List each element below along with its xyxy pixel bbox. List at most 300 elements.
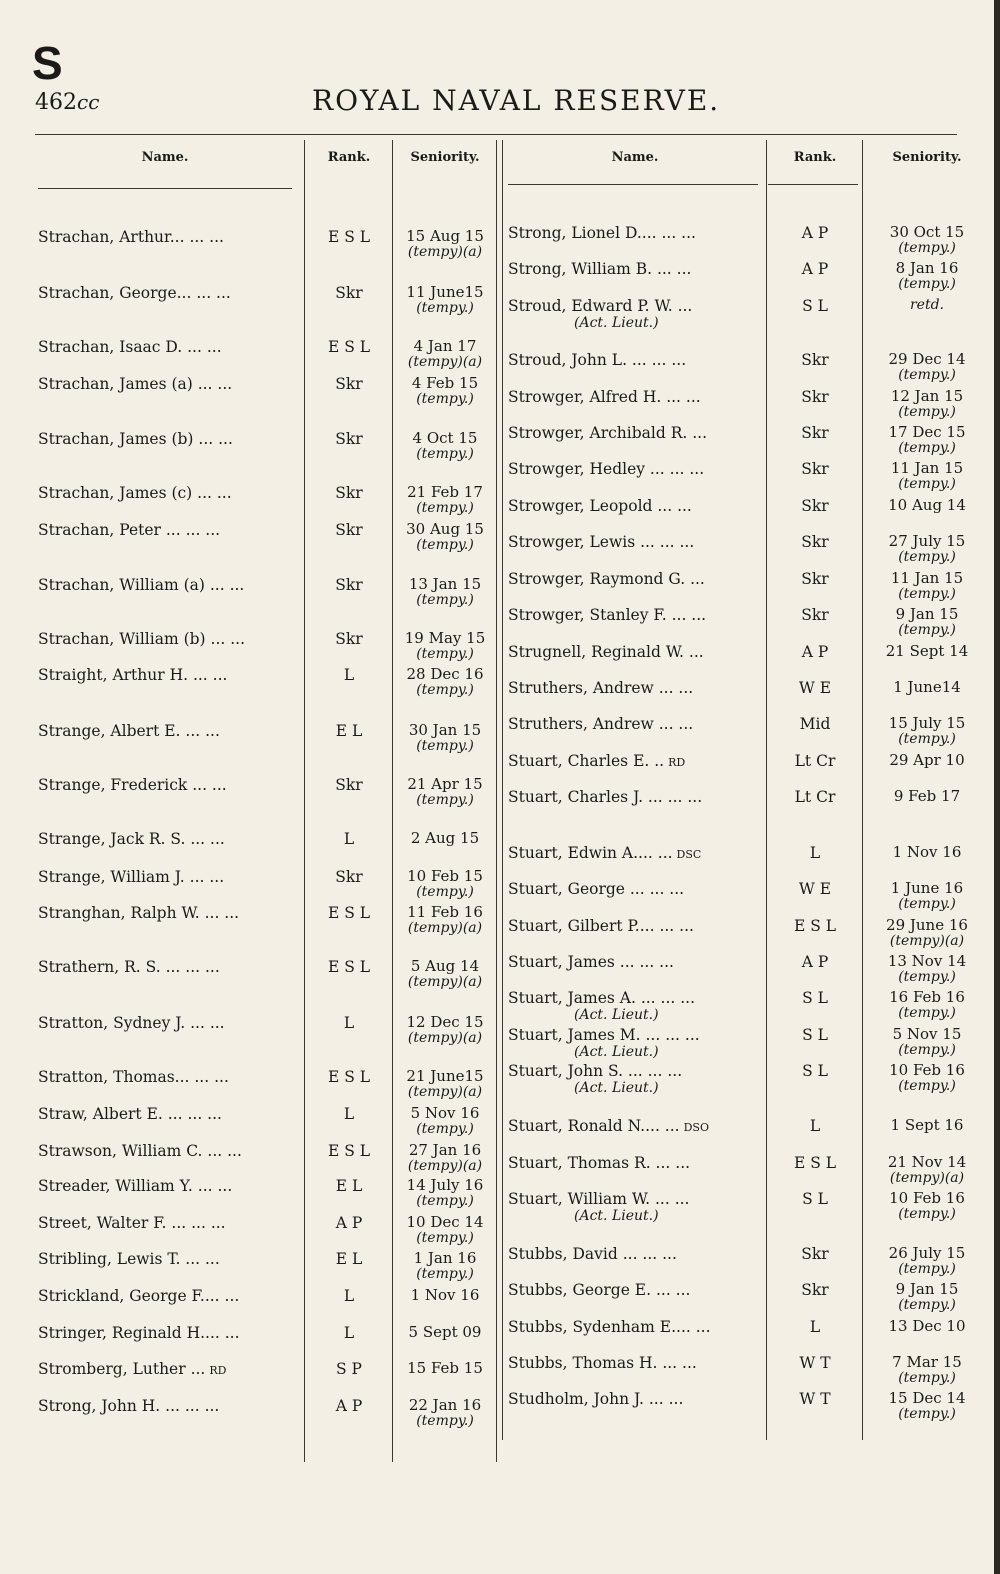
list-item bbox=[508, 1281, 994, 1317]
entry-rank: Skr bbox=[801, 497, 829, 515]
entry-rank: Skr bbox=[335, 430, 363, 448]
entry-seniority bbox=[864, 1390, 990, 1422]
entry-rank: Skr bbox=[801, 388, 829, 406]
entry-rank: Skr bbox=[335, 576, 363, 594]
seniority-qualifier: (tempy)(a) bbox=[407, 244, 483, 260]
seniority-date: 9 Feb 17 bbox=[893, 787, 961, 805]
entry-rank: Skr bbox=[801, 460, 829, 478]
list-item bbox=[508, 1154, 994, 1190]
decoration-suffix: DSC bbox=[676, 848, 702, 861]
entry-seniority bbox=[864, 460, 990, 492]
seniority-qualifier: (tempy.) bbox=[898, 1078, 956, 1094]
entry-seniority bbox=[394, 521, 496, 553]
list-item bbox=[508, 570, 994, 606]
list-item bbox=[508, 606, 994, 642]
entry-name: Stuart, Gilbert P.... ... ... bbox=[508, 917, 694, 935]
entry-seniority bbox=[394, 1014, 496, 1046]
seniority-date: 15 Feb 15 bbox=[407, 1359, 483, 1377]
entry-seniority bbox=[864, 917, 990, 949]
seniority-qualifier: (tempy.) bbox=[416, 1266, 474, 1282]
entry-name: Stuart, Edwin A.... ... DSC bbox=[508, 844, 702, 862]
entry-rank: Skr bbox=[335, 868, 363, 886]
entry-seniority bbox=[394, 375, 496, 407]
list-item bbox=[38, 630, 498, 666]
entry-rank: Skr bbox=[801, 606, 829, 624]
seniority-qualifier: (tempy.) bbox=[416, 682, 474, 698]
list-item bbox=[38, 1360, 498, 1396]
seniority-qualifier: (tempy)(a) bbox=[407, 1030, 483, 1046]
list-item bbox=[508, 1190, 994, 1226]
entry-name: Strachan, James (a) ... ... bbox=[38, 375, 233, 393]
entry-rank: S L bbox=[802, 1026, 828, 1044]
entry-seniority bbox=[394, 722, 496, 754]
list-item bbox=[508, 989, 994, 1025]
entry-seniority bbox=[394, 284, 496, 316]
seniority-qualifier: (tempy.) bbox=[416, 1413, 474, 1429]
entry-rank: E L bbox=[335, 1177, 363, 1195]
list-item bbox=[38, 958, 498, 994]
list-item bbox=[38, 484, 498, 520]
seniority-date: 11 June15 bbox=[406, 283, 484, 301]
list-item bbox=[38, 1287, 498, 1323]
entry-rank: A P bbox=[335, 1214, 363, 1232]
seniority-date: 5 Nov 16 bbox=[410, 1104, 480, 1122]
entry-seniority bbox=[394, 1250, 496, 1282]
entry-rank: Skr bbox=[335, 630, 363, 648]
entry-name: Stuart, James A. ... ... ... bbox=[508, 989, 696, 1007]
entry-seniority bbox=[394, 338, 496, 370]
seniority-date: 2 Aug 15 bbox=[410, 829, 480, 847]
seniority-date: 28 Dec 16 bbox=[406, 665, 484, 683]
seniority-date: 27 Jan 16 bbox=[408, 1141, 482, 1159]
seniority-qualifier: (tempy)(a) bbox=[407, 974, 483, 990]
seniority-date: 5 Sept 09 bbox=[408, 1323, 482, 1341]
list-item bbox=[38, 375, 498, 411]
seniority-date: 1 June 16 bbox=[890, 879, 964, 897]
entry-name: Stuart, George ... ... ... bbox=[508, 880, 685, 898]
seniority-qualifier: (tempy.) bbox=[898, 1370, 956, 1386]
seniority-date: 21 Feb 17 bbox=[407, 483, 483, 501]
entry-name: Stuart, James ... ... ... bbox=[508, 953, 674, 971]
entry-rank: Skr bbox=[801, 351, 829, 369]
entry-seniority bbox=[394, 904, 496, 936]
seniority-qualifier: (tempy)(a) bbox=[889, 933, 965, 949]
seniority-date: 8 Jan 16 bbox=[895, 259, 959, 277]
seniority-date: 11 Jan 15 bbox=[890, 459, 964, 477]
list-item bbox=[508, 1117, 994, 1153]
entry-rank: L bbox=[343, 1324, 355, 1342]
entry-name: Strowger, Hedley ... ... ... bbox=[508, 460, 705, 478]
list-item bbox=[508, 497, 994, 533]
entry-rank: Skr bbox=[335, 375, 363, 393]
seniority-date: 4 Jan 17 bbox=[413, 337, 477, 355]
entry-seniority bbox=[864, 570, 990, 602]
list-item bbox=[508, 917, 994, 953]
entry-seniority bbox=[394, 1287, 496, 1303]
seniority-date: 27 July 15 bbox=[888, 532, 966, 550]
entry-name: Streader, William Y. ... ... bbox=[38, 1177, 233, 1195]
list-item bbox=[508, 424, 994, 460]
entry-rank: W T bbox=[799, 1354, 831, 1372]
entry-name: Stuart, John S. ... ... ... bbox=[508, 1062, 683, 1080]
seniority-date: 11 Jan 15 bbox=[890, 569, 964, 587]
entry-name: Strange, Jack R. S. ... ... bbox=[38, 830, 225, 848]
seniority-date: 29 Apr 10 bbox=[889, 751, 965, 769]
entry-note: (Act. Lieut.) bbox=[574, 1007, 659, 1023]
list-item bbox=[38, 868, 498, 904]
entry-name: Strachan, William (a) ... ... bbox=[38, 576, 245, 594]
list-item bbox=[38, 722, 498, 758]
entry-name: Strowger, Raymond G. ... bbox=[508, 570, 705, 588]
entry-name: Stratton, Thomas... ... ... bbox=[38, 1068, 229, 1086]
seniority-date: 13 Nov 14 bbox=[887, 952, 967, 970]
entry-name: Stringer, Reginald H.... ... bbox=[38, 1324, 240, 1342]
seniority-date: 11 Feb 16 bbox=[407, 903, 483, 921]
seniority-qualifier: retd. bbox=[909, 297, 944, 313]
seniority-date: 9 Jan 15 bbox=[895, 605, 959, 623]
list-item bbox=[508, 533, 994, 569]
entry-seniority bbox=[864, 1354, 990, 1386]
entry-name: Street, Walter F. ... ... ... bbox=[38, 1214, 226, 1232]
entry-seniority bbox=[394, 868, 496, 900]
entry-name: Stromberg, Luther ... RD bbox=[38, 1360, 227, 1378]
seniority-qualifier: (tempy.) bbox=[416, 884, 474, 900]
entry-rank: Skr bbox=[801, 1281, 829, 1299]
seniority-qualifier: (tempy.) bbox=[898, 622, 956, 638]
entry-seniority bbox=[394, 430, 496, 462]
seniority-date: 12 Jan 15 bbox=[890, 387, 964, 405]
entry-note: (Act. Lieut.) bbox=[574, 315, 659, 331]
list-item bbox=[508, 1390, 994, 1426]
list-item bbox=[38, 904, 498, 940]
entry-seniority bbox=[394, 776, 496, 808]
list-item bbox=[38, 1214, 498, 1250]
entry-name: Strugnell, Reginald W. ... bbox=[508, 643, 704, 661]
entry-rank: E S L bbox=[327, 904, 371, 922]
seniority-date: 29 June 16 bbox=[886, 916, 968, 934]
entry-seniority bbox=[394, 1068, 496, 1100]
seniority-qualifier: (tempy.) bbox=[898, 476, 956, 492]
right-header-name: Name. bbox=[611, 150, 659, 165]
left-header-seniority: Seniority. bbox=[410, 150, 480, 165]
entry-note: (Act. Lieut.) bbox=[574, 1208, 659, 1224]
seniority-date: 15 July 15 bbox=[888, 714, 966, 732]
entry-seniority bbox=[394, 228, 496, 260]
decoration-suffix: RD bbox=[209, 1364, 227, 1377]
seniority-qualifier: (tempy.) bbox=[898, 586, 956, 602]
entry-seniority bbox=[394, 958, 496, 990]
entry-seniority bbox=[864, 260, 990, 292]
entry-name: Stubbs, Thomas H. ... ... bbox=[508, 1354, 697, 1372]
seniority-qualifier: (tempy.) bbox=[898, 440, 956, 456]
entry-rank: L bbox=[343, 830, 355, 848]
seniority-date: 30 Aug 15 bbox=[406, 520, 484, 538]
entry-rank: Skr bbox=[801, 570, 829, 588]
seniority-date: 5 Aug 14 bbox=[410, 957, 480, 975]
entry-seniority bbox=[864, 788, 990, 804]
left-header-rank: Rank. bbox=[327, 150, 371, 165]
entry-rank: E L bbox=[335, 722, 363, 740]
entry-rank: Skr bbox=[335, 776, 363, 794]
entry-seniority bbox=[864, 1190, 990, 1222]
entry-name: Strong, William B. ... ... bbox=[508, 260, 692, 278]
list-item bbox=[508, 844, 994, 880]
seniority-date: 21 June15 bbox=[406, 1067, 484, 1085]
page-number: 462cc bbox=[35, 90, 100, 115]
seniority-date: 19 May 15 bbox=[404, 629, 486, 647]
seniority-date: 4 Oct 15 bbox=[412, 429, 478, 447]
seniority-date: 21 Nov 14 bbox=[887, 1153, 967, 1171]
seniority-date: 9 Jan 15 bbox=[895, 1280, 959, 1298]
entry-rank: S L bbox=[802, 297, 828, 315]
entry-rank: Skr bbox=[801, 424, 829, 442]
list-item bbox=[508, 643, 994, 679]
seniority-qualifier: (tempy.) bbox=[898, 969, 956, 985]
seniority-qualifier: (tempy)(a) bbox=[407, 920, 483, 936]
seniority-qualifier: (tempy.) bbox=[898, 1406, 956, 1422]
entry-name: Stuart, James M. ... ... ... bbox=[508, 1026, 700, 1044]
left-header-rule bbox=[38, 188, 292, 189]
right-header-rank: Rank. bbox=[793, 150, 837, 165]
entry-name: Stuart, Ronald N.... ... DSO bbox=[508, 1117, 709, 1135]
seniority-qualifier: (tempy.) bbox=[898, 240, 956, 256]
seniority-qualifier: (tempy)(a) bbox=[889, 1170, 965, 1186]
entry-rank: A P bbox=[801, 953, 829, 971]
seniority-date: 10 Feb 16 bbox=[889, 1061, 965, 1079]
entry-seniority bbox=[864, 424, 990, 456]
entry-seniority bbox=[394, 1214, 496, 1246]
seniority-date: 10 Feb 15 bbox=[407, 867, 483, 885]
list-item bbox=[508, 1062, 994, 1098]
entry-name: Straight, Arthur H. ... ... bbox=[38, 666, 228, 684]
list-item bbox=[38, 1250, 498, 1286]
entry-seniority bbox=[864, 953, 990, 985]
seniority-qualifier: (tempy.) bbox=[898, 404, 956, 420]
entry-rank: A P bbox=[801, 260, 829, 278]
seniority-qualifier: (tempy.) bbox=[898, 731, 956, 747]
entry-rank: Skr bbox=[335, 284, 363, 302]
entry-seniority bbox=[864, 715, 990, 747]
entry-rank: S L bbox=[802, 1062, 828, 1080]
entry-seniority bbox=[864, 679, 990, 695]
list-item bbox=[508, 752, 994, 788]
entry-rank: L bbox=[343, 1287, 355, 1305]
entry-name: Strachan, Peter ... ... ... bbox=[38, 521, 221, 539]
entry-seniority bbox=[864, 989, 990, 1021]
seniority-qualifier: (tempy)(a) bbox=[407, 1158, 483, 1174]
seniority-date: 5 Nov 15 bbox=[892, 1025, 962, 1043]
entry-name: Strowger, Lewis ... ... ... bbox=[508, 533, 695, 551]
entry-name: Stroud, John L. ... ... ... bbox=[508, 351, 687, 369]
entry-rank: E S L bbox=[327, 338, 371, 356]
entry-name: Straw, Albert E. ... ... ... bbox=[38, 1105, 222, 1123]
entry-rank: Lt Cr bbox=[794, 752, 836, 770]
entry-rank: W T bbox=[799, 1390, 831, 1408]
seniority-qualifier: (tempy.) bbox=[416, 446, 474, 462]
entry-name: Strowger, Leopold ... ... bbox=[508, 497, 692, 515]
seniority-date: 1 Nov 16 bbox=[410, 1286, 480, 1304]
seniority-date: 4 Feb 15 bbox=[411, 374, 479, 392]
entry-name: Strachan, Arthur... ... ... bbox=[38, 228, 224, 246]
entry-name: Strachan, James (c) ... ... bbox=[38, 484, 232, 502]
entry-name: Stubbs, George E. ... ... bbox=[508, 1281, 691, 1299]
list-item bbox=[508, 1026, 994, 1062]
seniority-qualifier: (tempy.) bbox=[416, 792, 474, 808]
seniority-qualifier: (tempy.) bbox=[898, 1005, 956, 1021]
entry-name: Strowger, Alfred H. ... ... bbox=[508, 388, 701, 406]
list-item bbox=[38, 228, 498, 264]
entry-rank: E S L bbox=[327, 1068, 371, 1086]
seniority-qualifier: (tempy.) bbox=[416, 1230, 474, 1246]
entry-seniority bbox=[394, 830, 496, 846]
entry-rank: E S L bbox=[793, 917, 837, 935]
entry-rank: S L bbox=[802, 989, 828, 1007]
list-item bbox=[508, 953, 994, 989]
seniority-qualifier: (tempy.) bbox=[898, 549, 956, 565]
seniority-date: 12 Dec 15 bbox=[406, 1013, 484, 1031]
seniority-qualifier: (tempy.) bbox=[416, 537, 474, 553]
list-item bbox=[38, 576, 498, 612]
seniority-date: 1 Nov 16 bbox=[892, 843, 962, 861]
entry-seniority bbox=[864, 497, 990, 513]
entry-rank: W E bbox=[798, 880, 832, 898]
entry-name: Stranghan, Ralph W. ... ... bbox=[38, 904, 240, 922]
list-item bbox=[508, 679, 994, 715]
seniority-qualifier: (tempy.) bbox=[898, 1042, 956, 1058]
seniority-date: 1 Sept 16 bbox=[890, 1116, 964, 1134]
seniority-qualifier: (tempy.) bbox=[898, 896, 956, 912]
seniority-qualifier: (tempy.) bbox=[416, 646, 474, 662]
entry-name: Strachan, James (b) ... ... bbox=[38, 430, 233, 448]
seniority-qualifier: (tempy.) bbox=[416, 300, 474, 316]
seniority-date: 15 Dec 14 bbox=[888, 1389, 966, 1407]
list-item bbox=[38, 1177, 498, 1213]
seniority-date: 30 Jan 15 bbox=[408, 721, 482, 739]
entry-name: Strange, Albert E. ... ... bbox=[38, 722, 220, 740]
entry-seniority bbox=[864, 388, 990, 420]
seniority-date: 10 Feb 16 bbox=[889, 1189, 965, 1207]
entry-note: (Act. Lieut.) bbox=[574, 1044, 659, 1060]
list-item bbox=[508, 297, 994, 333]
entry-name: Strathern, R. S. ... ... ... bbox=[38, 958, 220, 976]
list-item bbox=[508, 715, 994, 751]
entry-seniority bbox=[864, 533, 990, 565]
list-item bbox=[38, 776, 498, 812]
list-item bbox=[38, 1324, 498, 1360]
entry-seniority bbox=[864, 606, 990, 638]
seniority-qualifier: (tempy.) bbox=[416, 1121, 474, 1137]
entry-rank: L bbox=[809, 1318, 821, 1336]
seniority-qualifier: (tempy)(a) bbox=[407, 1084, 483, 1100]
entry-name: Stuart, Charles J. ... ... ... bbox=[508, 788, 703, 806]
entry-rank: Skr bbox=[335, 484, 363, 502]
seniority-qualifier: (tempy.) bbox=[416, 592, 474, 608]
seniority-date: 21 Apr 15 bbox=[407, 775, 483, 793]
list-item bbox=[38, 1068, 498, 1104]
list-item bbox=[38, 1142, 498, 1178]
entry-name: Stratton, Sydney J. ... ... bbox=[38, 1014, 225, 1032]
entry-seniority bbox=[864, 1281, 990, 1313]
entry-seniority bbox=[394, 576, 496, 608]
top-rule bbox=[35, 134, 957, 135]
seniority-qualifier: (tempy.) bbox=[898, 367, 956, 383]
entry-seniority bbox=[864, 1026, 990, 1058]
right-header-rule-2 bbox=[768, 184, 858, 185]
center-divider-2 bbox=[502, 140, 503, 1440]
seniority-date: 16 Feb 16 bbox=[889, 988, 965, 1006]
entry-name: Studholm, John J. ... ... bbox=[508, 1390, 684, 1408]
list-item bbox=[508, 788, 994, 824]
entry-rank: Skr bbox=[335, 521, 363, 539]
entry-rank: E S L bbox=[793, 1154, 837, 1172]
entry-rank: E S L bbox=[327, 228, 371, 246]
list-item bbox=[38, 430, 498, 466]
seniority-date: 14 July 16 bbox=[406, 1176, 484, 1194]
entry-seniority bbox=[864, 224, 990, 256]
entry-rank: E S L bbox=[327, 1142, 371, 1160]
entry-name: Strong, Lionel D.... ... ... bbox=[508, 224, 696, 242]
list-item bbox=[508, 1318, 994, 1354]
list-item bbox=[38, 1397, 498, 1433]
list-item bbox=[508, 224, 994, 260]
entry-name: Stribling, Lewis T. ... ... bbox=[38, 1250, 220, 1268]
entry-seniority bbox=[864, 1245, 990, 1277]
section-letter: S bbox=[32, 37, 63, 89]
entry-name: Strawson, William C. ... ... bbox=[38, 1142, 242, 1160]
list-item bbox=[508, 1245, 994, 1281]
right-header-rule bbox=[508, 184, 758, 185]
seniority-qualifier: (tempy.) bbox=[898, 276, 956, 292]
entry-name: Strickland, George F.... ... bbox=[38, 1287, 240, 1305]
entry-rank: L bbox=[809, 844, 821, 862]
list-item bbox=[38, 1014, 498, 1050]
entry-seniority bbox=[394, 630, 496, 662]
list-item bbox=[38, 284, 498, 320]
entry-name: Strachan, George... ... ... bbox=[38, 284, 231, 302]
entry-name: Strowger, Archibald R. ... bbox=[508, 424, 708, 442]
seniority-date: 10 Aug 14 bbox=[888, 496, 966, 514]
right-header-seniority: Seniority. bbox=[892, 150, 962, 165]
list-item bbox=[508, 460, 994, 496]
entry-name: Strange, William J. ... ... bbox=[38, 868, 225, 886]
list-item bbox=[508, 1354, 994, 1390]
entry-rank: L bbox=[343, 1105, 355, 1123]
entry-name: Strange, Frederick ... ... bbox=[38, 776, 227, 794]
entry-rank: E S L bbox=[327, 958, 371, 976]
seniority-date: 7 Mar 15 bbox=[892, 1353, 962, 1371]
entry-seniority bbox=[864, 1154, 990, 1186]
page-edge bbox=[994, 0, 1000, 1574]
seniority-date: 29 Dec 14 bbox=[888, 350, 966, 368]
seniority-qualifier: (tempy.) bbox=[898, 1297, 956, 1313]
entry-seniority bbox=[394, 666, 496, 698]
seniority-date: 13 Dec 10 bbox=[888, 1317, 966, 1335]
entry-seniority bbox=[864, 752, 990, 768]
entry-seniority bbox=[394, 1324, 496, 1340]
entry-name: Stubbs, David ... ... ... bbox=[508, 1245, 677, 1263]
entry-seniority bbox=[864, 844, 990, 860]
left-header-name: Name. bbox=[141, 150, 189, 165]
entry-name: Strowger, Stanley F. ... ... bbox=[508, 606, 707, 624]
list-item bbox=[38, 830, 498, 866]
seniority-qualifier: (tempy.) bbox=[416, 391, 474, 407]
seniority-date: 17 Dec 15 bbox=[888, 423, 966, 441]
entry-name: Stuart, Thomas R. ... ... bbox=[508, 1154, 691, 1172]
entry-seniority bbox=[394, 1142, 496, 1174]
entry-name: Struthers, Andrew ... ... bbox=[508, 679, 694, 697]
entry-name: Strachan, Isaac D. ... ... bbox=[38, 338, 222, 356]
seniority-date: 15 Aug 15 bbox=[406, 227, 484, 245]
